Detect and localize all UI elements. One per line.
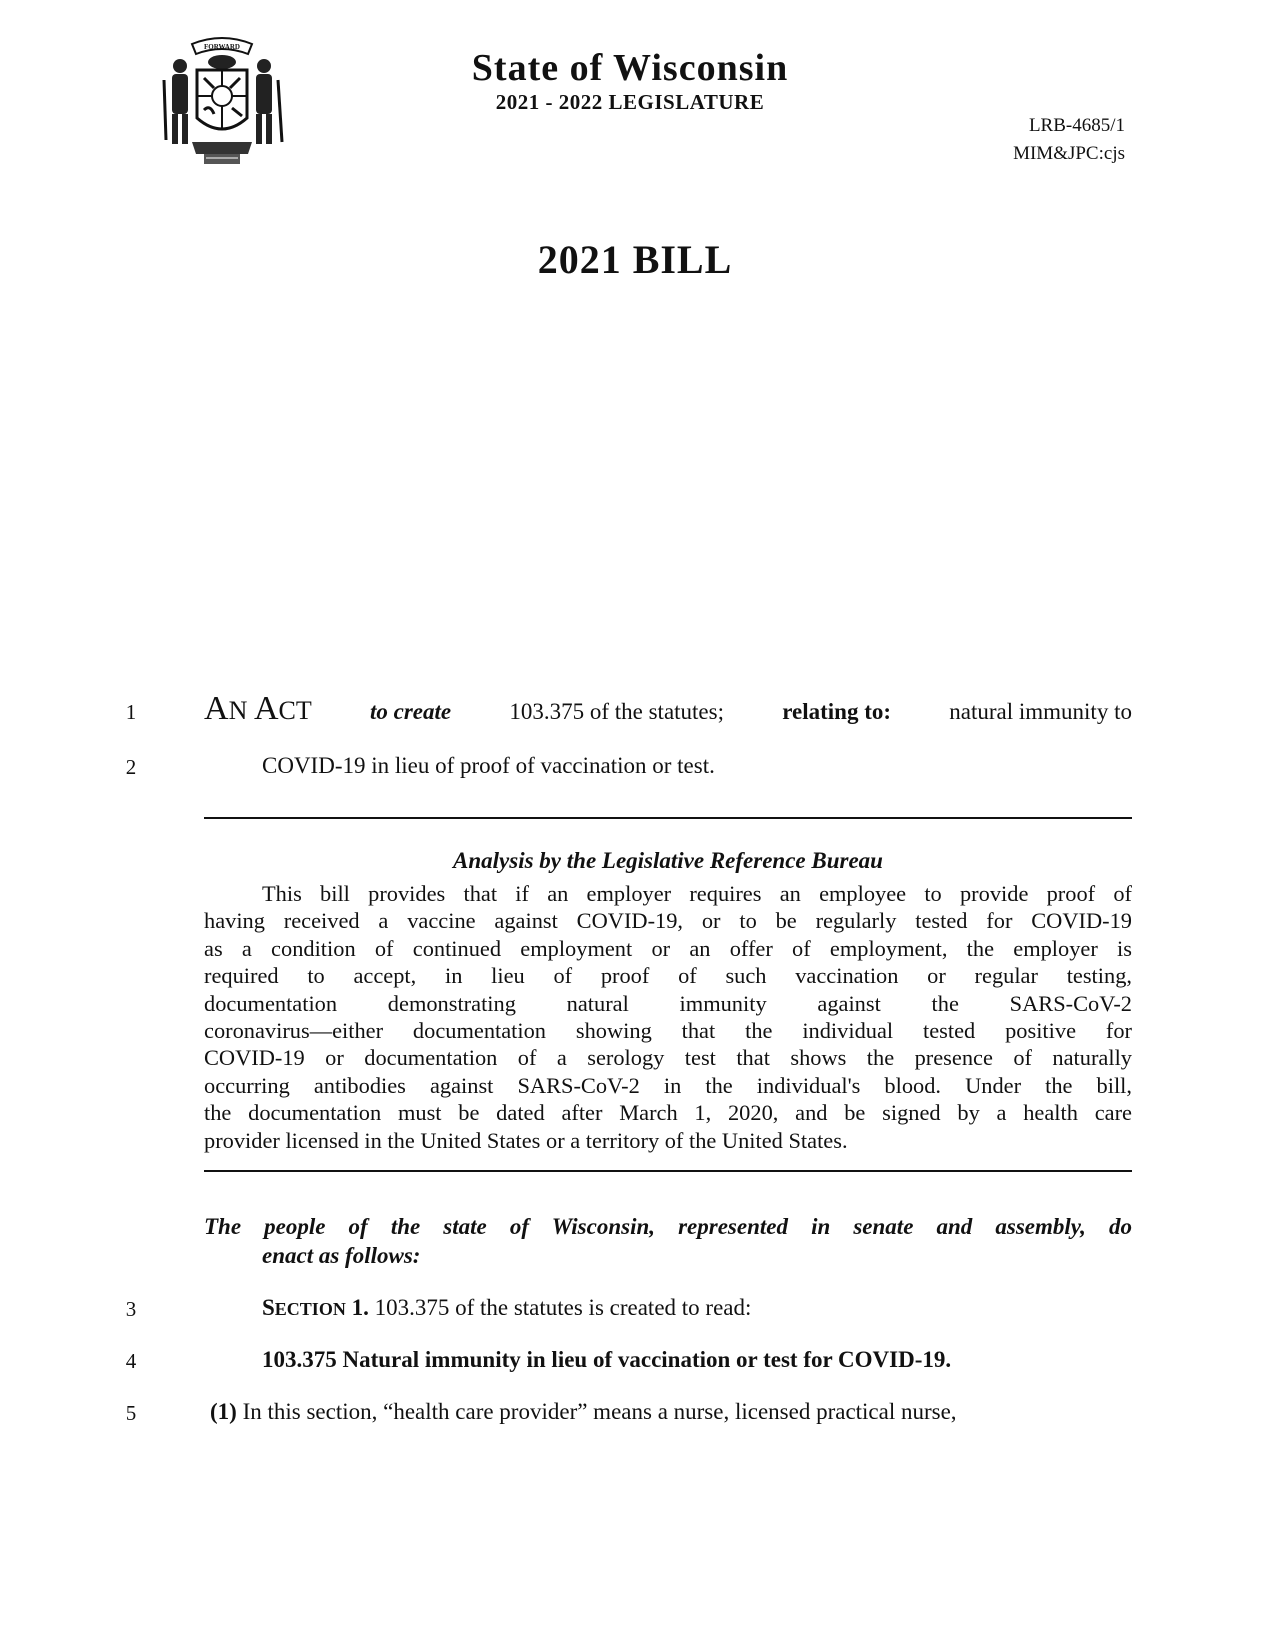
line-number: 2 — [125, 755, 137, 779]
analysis-line: COVID-19 or documentation of a serology test that shows the presence of naturally — [204, 1045, 1132, 1071]
line-number: 5 — [125, 1401, 137, 1425]
to-create-label: to create — [370, 699, 452, 724]
statute-heading: 103.375 Natural immunity in lieu of vaccination or test for COVID-19. — [262, 1347, 952, 1372]
an-act-label: AN ACT — [204, 690, 312, 727]
analysis-line: provider licensed in the United States or a territory of the United States. — [204, 1127, 848, 1153]
analysis-line: coronavirus—either documentation showing that the individual tested positive for — [204, 1017, 1132, 1043]
analysis-line: documentation demonstrating natural immunity against the SARS-CoV-2 — [204, 990, 1132, 1016]
lrb-number: LRB-4685/1 — [1028, 115, 1125, 136]
analysis-line: as a condition of continued employment or an offer of employment, the employer is — [204, 935, 1132, 961]
legislature-session: 2021 - 2022 LEGISLATURE — [495, 90, 765, 114]
analysis-line: required to accept, in lieu of proof of such vaccination or regular testing, — [204, 963, 1132, 989]
line-number: 4 — [125, 1349, 137, 1373]
state-seal — [152, 30, 292, 172]
enacting-clause — [204, 1212, 1132, 1270]
drafter-code: MIM&JPC:cjs — [1013, 143, 1125, 164]
analysis-line: the documentation must be dated after March 1, 2020, and be signed by a health care — [204, 1100, 1132, 1126]
lrb-identifier — [960, 112, 1125, 168]
act-line-2: COVID-19 in lieu of proof of vaccination or test. — [262, 753, 715, 778]
statute-reference: 103.375 of the statutes; — [509, 699, 724, 724]
seal-motto: FORWARD — [204, 43, 240, 51]
state-title: State of Wisconsin — [471, 47, 789, 89]
bill-title: 2021 BILL — [537, 237, 733, 282]
analysis-heading: Analysis by the Legislative Reference Bureau — [453, 848, 883, 873]
analysis-bottom-rule — [204, 1170, 1132, 1172]
analysis-body — [204, 880, 1132, 1154]
line-number: 1 — [125, 700, 137, 724]
act-line-1 — [204, 690, 1132, 728]
line-number: 3 — [125, 1297, 137, 1321]
analysis-top-rule — [204, 817, 1132, 819]
relating-to-text: natural immunity to — [949, 699, 1132, 724]
section-heading-line — [262, 1295, 751, 1321]
subsection-text: In this section, “health care provider” means a nurse, licensed practical nurse, — [242, 1399, 957, 1424]
analysis-line: having received a vaccine against COVID-19, or to be regularly tested for COVID-19 — [204, 908, 1132, 934]
enacting-clause-line-1: The people of the state of Wisconsin, represented in senate and assembly, do — [204, 1214, 1132, 1239]
analysis-line: occurring antibodies against SARS-CoV-2 in the individual's blood. Under the bill, — [204, 1072, 1132, 1098]
subsection-line — [210, 1399, 957, 1425]
subsection-number: (1) — [210, 1399, 237, 1424]
relating-to-label: relating to: — [782, 699, 892, 724]
enacting-clause-line-2: enact as follows: — [262, 1243, 421, 1268]
analysis-line: This bill provides that if an employer requires an employee to provide proof of — [262, 881, 1132, 906]
section-text: 103.375 of the statutes is created to read: — [374, 1295, 752, 1320]
section-label: SECTION 1. — [262, 1295, 369, 1320]
